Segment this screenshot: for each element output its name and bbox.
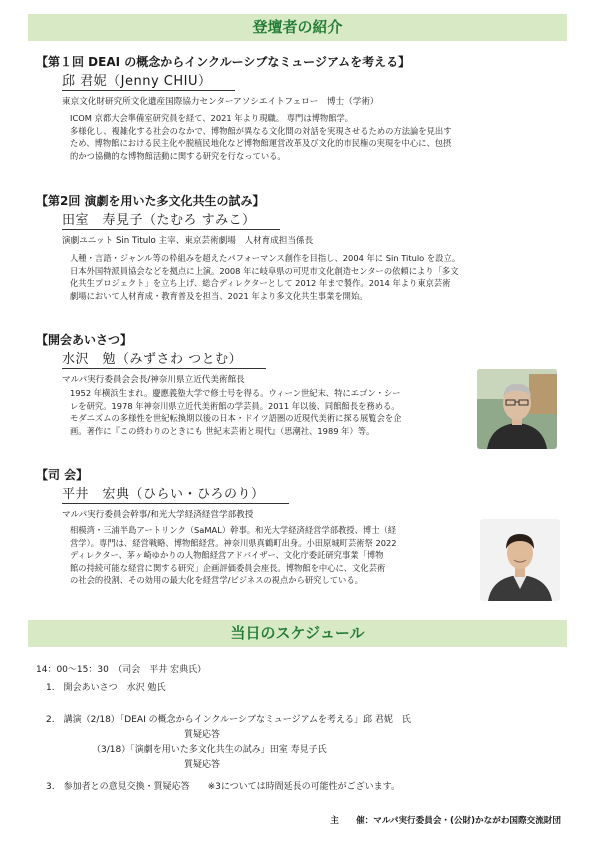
speaker-name: 水沢 勉（みずさわ つとむ） bbox=[62, 352, 266, 369]
section-title: 【開会あいさつ】 bbox=[36, 333, 133, 347]
schedule-item-2b: （3/18）「演劇を用いた多文化共生の試み」田室 寿見子氏 bbox=[92, 745, 327, 755]
speaker-bio: 相模湾・三浦半島アートリンク（SaMAL）幹事。和光大学経済経営学部教授、博士（経 営学）。専門は、経営戦略、博物館経営。神奈川県真鶴町出身。小田原城町芸術祭 2022 ディレクター、茅ヶ崎ゆかりの人物館経営アドバイザー、文化庁委託研究事業「博物 館の持続可能な経営に関する研究」企画評価委員会座長。博物館を中心に、文化芸術 の社会的役割、その効用の最大化を経営学/ビジネスの視点から研究している。 bbox=[70, 525, 397, 586]
speaker-bio: ICOM 京都大会準備室研究員を経て、2021 年より現職。 専門は博物館学。 多様化し、複雑化する社会のなかで、博物館が異なる文化間の対話を実現させるための方法論を見出す ため、博物館における民主化や脱植民地化など博物館運営改革及び文化的市民権の実現を中心に、包摂 的かつ協働的な博物館活動に関する研究を行なっている。 bbox=[70, 113, 452, 161]
schedule-item-2-qa: 質疑応答 bbox=[184, 730, 221, 740]
speaker-affiliation: 東京文化財研究所文化遺産国際協力センターアソシエイトフェロー 博士（学術） bbox=[62, 97, 379, 107]
speaker-affiliation: 演劇ユニット Sin Titulo 主宰、東京芸術劇場 人材育成担当係長 bbox=[62, 236, 314, 246]
hirai-photo bbox=[480, 519, 560, 601]
speaker-name: 田室 寿見子（たむろ すみこ） bbox=[62, 213, 280, 230]
schedule-item-2b-qa: 質疑応答 bbox=[184, 760, 221, 770]
section-title: 【司 会】 bbox=[36, 468, 89, 482]
speaker-bio: 人種・言語・ジャンル等の枠組みを超えたパフォーマンス創作を目指し、2004 年に Sin Titulo を設立。 日本外国特派員協会などを拠点に上演。2008 年に岐阜県の可児市文化創造センターの依頼により「多文 化共生プロジェクト」を立ち上げ、総合ディレクターとして 2012 年まで製作。2014 年より東京芸術 劇場において人材育成・教育普及を担当、2021 年より多文化共生事業を開始。 bbox=[70, 253, 461, 301]
schedule-item-2: 2. 講演（2/18）「DEAI の概念からインクルーシブなミュージアムを考える」邱 君妮 氏 bbox=[46, 715, 411, 725]
section-tamuro bbox=[36, 192, 313, 246]
speakers-banner: 登壇者の紹介 bbox=[28, 14, 567, 41]
speaker-name: 平井 宏典（ひらい・ひろのり） bbox=[62, 487, 289, 504]
schedule-item-1: 1. 開会あいさつ 水沢 勉氏 bbox=[46, 683, 166, 693]
section-title: 【第2回 演劇を用いた多文化共生の試み】 bbox=[36, 194, 265, 208]
section-jenny bbox=[36, 53, 410, 107]
speaker-bio: 1952 年横浜生まれ。慶應義塾大学で修士号を得る。ウィーン世紀末、特にエゴン・シー レを研究。1978 年神奈川県立近代美術館の学芸員。2011 年以後、同館館長を務める。 モダニズムの多様性を世紀転換期以後の日本・ドイツ語圏の近現代美術に探る展覧会を企 画。著作に『この終わりのときにも 世紀末芸術と現代』（思潮社、1989 年）等。 bbox=[70, 388, 402, 436]
section-title: 【第１回 DEAI の概念からインクルーシブなミュージアムを考える】 bbox=[36, 55, 411, 69]
speaker-name: 邱 君妮（Jenny CHIU） bbox=[62, 74, 235, 91]
organizer-footer: 主 催：マルパ実行委員会・(公財)かながわ国際交流財団 bbox=[330, 816, 561, 826]
speaker-affiliation: マルパ実行委員会幹事/和光大学経済経営学部教授 bbox=[62, 510, 254, 520]
section-opening bbox=[36, 331, 266, 385]
schedule-item-3: 3. 参加者との意見交換・質疑応答 ※3については時間延長の可能性がございます。 bbox=[46, 782, 400, 792]
schedule-time: 14：00～15：30 （司会 平井 宏典氏） bbox=[36, 665, 207, 675]
schedule-banner: 当日のスケジュール bbox=[28, 620, 567, 647]
mizusawa-photo bbox=[477, 369, 557, 449]
speaker-affiliation: マルパ実行委員会会長/神奈川県立近代美術館長 bbox=[62, 375, 245, 385]
section-moderator bbox=[36, 466, 289, 520]
